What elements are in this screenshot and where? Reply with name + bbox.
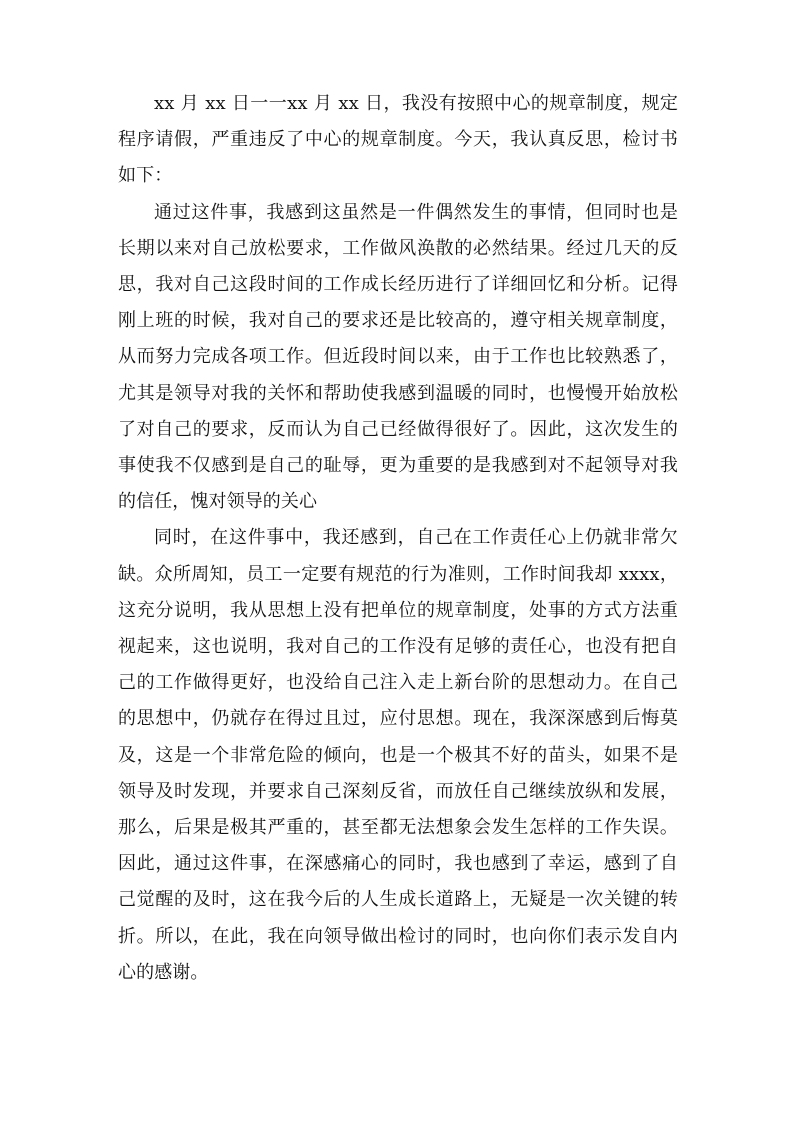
document-body bbox=[118, 86, 678, 991]
paragraph-responsibility: 同时，在这件事中，我还感到，自己在工作责任心上仍就非常欠缺。众所周知，员工一定要有规范的行为准则，工作时间我却 xxxx，这充分说明，我从思想上没有把单位的规章制度，处事的方式方法重视起来，这也说明，我对自己的工作没有足够的责任心，也没有把自己的工作做得更好，也没给自己注入走上新台阶的思想动力。在自己的思想中，仍就存在得过且过，应付思想。现在，我深深感到后悔莫及，这是一个非常危险的倾向，也是一个极其不好的苗头，如果不是领导及时发现，并要求自己深刻反省，而放任自己继续放纵和发展，那么，后果是极其严重的，甚至都无法想象会发生怎样的工作失误。因此，通过这件事，在深感痛心的同时，我也感到了幸运，感到了自己觉醒的及时，这在我今后的人生成长道路上，无疑是一次关键的转折。所以，在此，我在向领导做出检讨的同时，也向你们表示发自内心的感谢。 bbox=[118, 527, 678, 983]
paragraph-reflection: 通过这件事，我感到这虽然是一件偶然发生的事情，但同时也是长期以来对自己放松要求，工作做风涣散的必然结果。经过几天的反思，我对自己这段时间的工作成长经历进行了详细回忆和分析。记得刚上班的时候，我对自己的要求还是比较高的，遵守相关规章制度，从而努力完成各项工作。但近段时间以来，由于工作也比较熟悉了，尤其是领导对我的关怀和帮助使我感到温暖的同时，也慢慢开始放松了对自己的要求，反而认为自己已经做得很好了。因此，这次发生的事使我不仅感到是自己的耻辱，更为重要的是我感到对不起领导对我的信任，愧对领导的关心 bbox=[118, 201, 678, 513]
paragraph-intro: xx 月 xx 日一一xx 月 xx 日，我没有按照中心的规章制度，规定程序请假，严重违反了中心的规章制度。今天，我认真反思，检讨书如下： bbox=[118, 93, 678, 187]
